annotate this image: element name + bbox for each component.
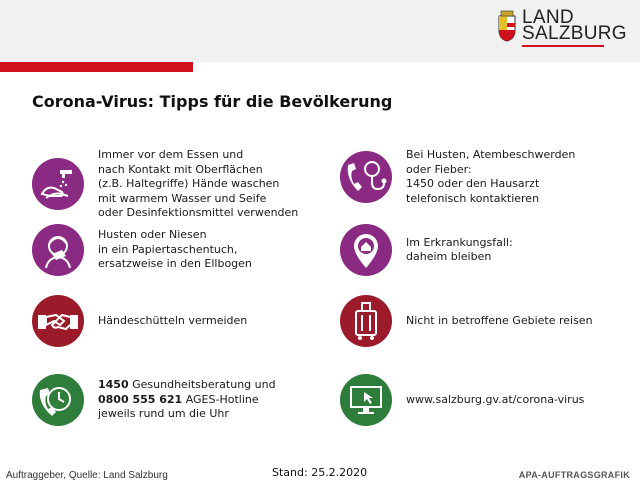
coughing-person-icon [32, 224, 84, 276]
tip-text-line: jeweils rund um die Uhr [98, 407, 229, 421]
tip-website [340, 374, 584, 426]
page-title: Corona-Virus: Tipps für die Bevölkerung [32, 92, 393, 111]
tip-text-line: Nicht in betroffene Gebiete reisen [406, 313, 593, 327]
tip-travel [340, 295, 593, 347]
tip-handshake [32, 295, 247, 347]
tip-text-line: Immer vor dem Essen und [98, 148, 244, 161]
tip-handwashing [32, 148, 298, 221]
suitcase-icon [340, 295, 392, 347]
tip-stay-home [340, 224, 513, 276]
tip-text-line: telefonisch kontaktieren [406, 191, 540, 205]
tip-text-line: in ein Papiertaschentuch, [98, 242, 238, 256]
logo-underline [522, 45, 604, 47]
land-salzburg-logo [496, 7, 627, 44]
tip-text-line: daheim bleiben [406, 250, 492, 263]
tip-text-line: oder Fieber: [406, 162, 472, 176]
tip-text-line: mit warmem Wasser und Seife [98, 191, 267, 205]
tip-text-line: oder Desinfektionsmittel verwenden [98, 206, 299, 219]
tip-text-line: Bei Husten, Atembeschwerden [406, 148, 576, 161]
logo-line-salzburg: SALZBURG [522, 23, 627, 44]
hotline-number-1450: 1450 [98, 378, 129, 392]
handwashing-icon [32, 158, 84, 210]
tip-text-line: Husten oder Niesen [98, 228, 207, 242]
hotline-desc-2: AGES-Hotline [182, 392, 259, 406]
accent-bar [0, 62, 193, 72]
hotline-number-ages: 0800 555 621 [98, 392, 183, 406]
tip-text-line [98, 378, 276, 393]
footer-credit: APA-AUFTRAGSGRAFIK [518, 470, 630, 480]
tip-symptoms [340, 148, 575, 206]
tip-text-line [98, 393, 276, 408]
tip-text-line: (z.B. Haltegriffe) Hände waschen [98, 177, 280, 190]
footer-date: Stand: 25.2.2020 [272, 466, 368, 479]
computer-monitor-icon [340, 374, 392, 426]
footer-source: Auftraggeber, Quelle: Land Salzburg [6, 470, 168, 481]
home-location-icon [340, 224, 392, 276]
phone-clock-icon [32, 374, 84, 426]
coat-of-arms-icon [496, 10, 518, 42]
tip-coughing [32, 224, 252, 276]
logo-line-land: LAND [522, 7, 574, 28]
handshake-icon [32, 295, 84, 347]
website-link[interactable]: www.salzburg.gv.at/corona-virus [406, 392, 585, 406]
tip-text-line: ersatzweise in den Ellbogen [98, 257, 252, 271]
tip-hotline [32, 374, 276, 426]
tip-text-line: 1450 oder den Hausarzt [406, 177, 540, 190]
phone-stethoscope-icon [340, 151, 392, 203]
hotline-desc-1: Gesundheitsberatung und [128, 378, 276, 392]
tip-text-line: Händeschütteln vermeiden [98, 313, 248, 327]
tip-text-line: nach Kontakt mit Oberflächen [98, 162, 263, 176]
tip-text-line: Im Erkrankungsfall: [406, 235, 513, 249]
